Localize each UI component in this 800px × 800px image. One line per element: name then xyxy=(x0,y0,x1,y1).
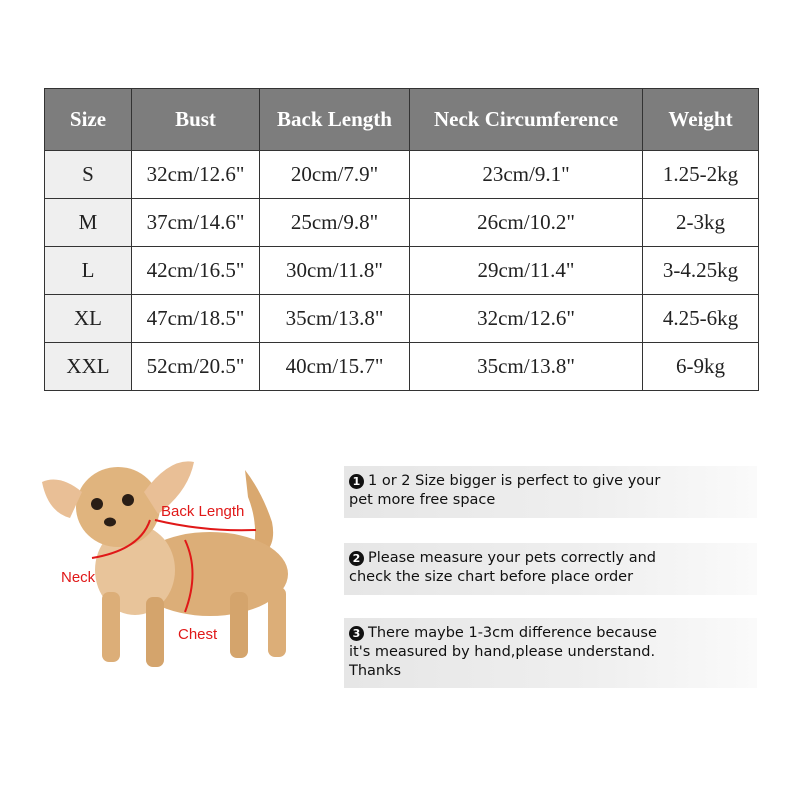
header-neck-circumference: Neck Circumference xyxy=(410,89,643,151)
number-1-icon: 1 xyxy=(349,474,364,489)
neck-label: Neck xyxy=(61,569,96,586)
dog-leg xyxy=(268,587,286,657)
dog-leg xyxy=(230,592,248,658)
back-length-label: Back Length xyxy=(161,503,245,520)
note-2-line-2: check the size chart before place order xyxy=(349,569,634,585)
note-3-line-2: it's measured by hand,please understand. xyxy=(349,644,656,660)
weight-cell: 6-9kg xyxy=(643,343,759,391)
size-cell: XXL xyxy=(45,343,132,391)
table-row xyxy=(45,151,759,199)
dog-measurement-figure xyxy=(40,452,320,682)
size-cell: S xyxy=(45,151,132,199)
weight-cell: 4.25-6kg xyxy=(643,295,759,343)
header-back-length: Back Length xyxy=(260,89,410,151)
neck-cell: 23cm/9.1" xyxy=(410,151,643,199)
dog-head xyxy=(76,467,160,547)
number-3-icon: 3 xyxy=(349,626,364,641)
note-3-line-1: There maybe 1-3cm difference because xyxy=(368,625,657,641)
back-length-cell: 35cm/13.8" xyxy=(260,295,410,343)
back-length-cell: 40cm/15.7" xyxy=(260,343,410,391)
header-bust: Bust xyxy=(132,89,260,151)
note-1-line-1: 1 or 2 Size bigger is perfect to give your xyxy=(368,473,661,489)
dog-leg xyxy=(146,597,164,667)
size-chart-table xyxy=(44,88,759,391)
weight-cell: 3-4.25kg xyxy=(643,247,759,295)
note-1-line-2: pet more free space xyxy=(349,492,496,508)
number-2-icon: 2 xyxy=(349,551,364,566)
table-row xyxy=(45,199,759,247)
back-length-cell: 25cm/9.8" xyxy=(260,199,410,247)
back-length-cell: 20cm/7.9" xyxy=(260,151,410,199)
bust-cell: 37cm/14.6" xyxy=(132,199,260,247)
back-length-cell: 30cm/11.8" xyxy=(260,247,410,295)
size-cell: M xyxy=(45,199,132,247)
weight-cell: 1.25-2kg xyxy=(643,151,759,199)
size-cell: XL xyxy=(45,295,132,343)
neck-cell: 26cm/10.2" xyxy=(410,199,643,247)
neck-cell: 32cm/12.6" xyxy=(410,295,643,343)
back-length-measure-line xyxy=(155,520,256,530)
note-3-line-3: Thanks xyxy=(349,663,402,679)
table-row xyxy=(45,295,759,343)
bust-cell: 47cm/18.5" xyxy=(132,295,260,343)
dog-illustration xyxy=(40,452,320,682)
note-2-line-1: Please measure your pets correctly and xyxy=(368,550,656,566)
weight-cell: 2-3kg xyxy=(643,199,759,247)
size-cell: L xyxy=(45,247,132,295)
dog-eye xyxy=(91,498,103,510)
table-row xyxy=(45,247,759,295)
chest-label: Chest xyxy=(178,626,218,643)
bust-cell: 32cm/12.6" xyxy=(132,151,260,199)
neck-cell: 35cm/13.8" xyxy=(410,343,643,391)
dog-ear xyxy=(42,480,82,518)
note-3 xyxy=(344,618,757,688)
bust-cell: 52cm/20.5" xyxy=(132,343,260,391)
dog-eye xyxy=(122,494,134,506)
header-weight: Weight xyxy=(643,89,759,151)
header-size: Size xyxy=(45,89,132,151)
note-2 xyxy=(344,543,757,595)
neck-cell: 29cm/11.4" xyxy=(410,247,643,295)
dog-nose xyxy=(104,518,116,527)
dog-leg xyxy=(102,592,120,662)
bust-cell: 42cm/16.5" xyxy=(132,247,260,295)
table-header-row xyxy=(45,89,759,151)
note-1 xyxy=(344,466,757,518)
table-row xyxy=(45,343,759,391)
